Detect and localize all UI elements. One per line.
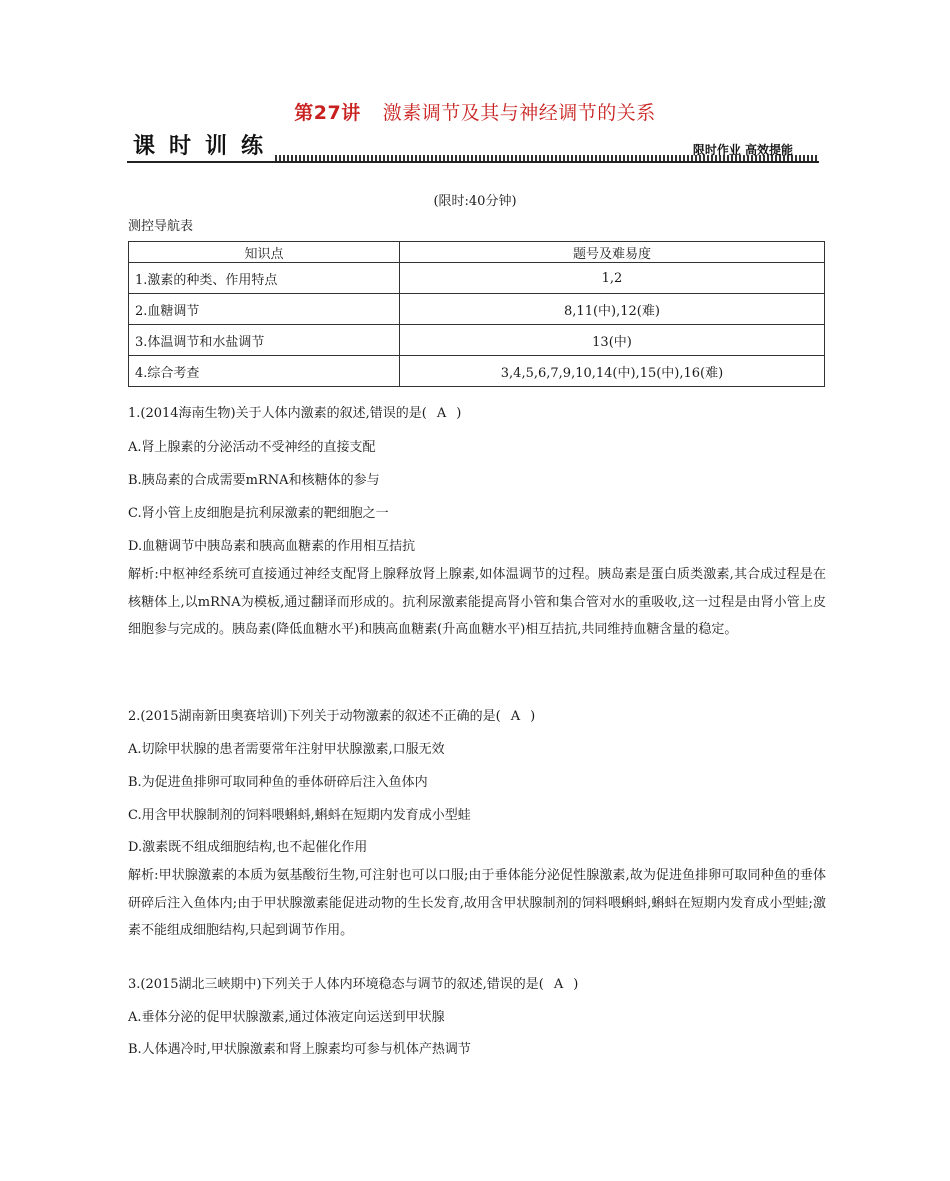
lecture-number: 第27讲 — [294, 102, 361, 124]
option-b: B.胰岛素的合成需要mRNA和核糖体的参与 — [128, 473, 380, 488]
items-cell: 8,11(中),12(难) — [400, 294, 825, 325]
logo-char: 课 — [132, 134, 155, 159]
table-header: 知识点 — [129, 242, 400, 263]
items-cell: 1,2 — [400, 263, 825, 294]
banner-tagline: 限时作业 高效提能 — [692, 143, 793, 157]
option-d: D.血糖调节中胰岛素和胰高血糖素的作用相互拮抗 — [128, 539, 416, 554]
topic-cell: 2.血糖调节 — [129, 294, 400, 325]
banner-logo — [129, 132, 267, 162]
time-limit: (限时:40分钟) — [433, 194, 517, 209]
section-banner — [127, 130, 819, 164]
option-a: A.垂体分泌的促甲状腺激素,通过体液定向运送到甲状腺 — [128, 1010, 445, 1025]
option-c: C.肾小管上皮细胞是抗利尿激素的靶细胞之一 — [128, 506, 389, 521]
table-row — [129, 294, 825, 325]
question-stem: 3.(2015湖北三峡期中)下列关于人体内环境稳态与调节的叙述,错误的是( A ) — [128, 977, 579, 992]
topic-cell: 3.体温调节和水盐调节 — [129, 325, 400, 356]
table-row — [129, 325, 825, 356]
table-row — [129, 356, 825, 387]
topic-cell: 1.激素的种类、作用特点 — [129, 263, 400, 294]
option-b: B.人体遇冷时,甲状腺激素和肾上腺素均可参与机体产热调节 — [128, 1042, 471, 1057]
items-cell: 3,4,5,6,7,9,10,14(中),15(中),16(难) — [400, 356, 825, 387]
banner-rule — [127, 161, 819, 163]
analysis-paragraph: 解析:甲状腺激素的本质为氨基酸衍生物,可注射也可以口服;由于垂体能分泌促性腺激素,故为促进鱼排卵可取同种鱼的垂体研碎后注入鱼体内;由于甲状腺激素能促进动物的生长发育,故用含甲状腺制剂的饲料喂蝌蚪,蝌蚪在短期内发育成小型蛙;激素不能组成细胞结构,只起到调节作用。 — [128, 868, 826, 938]
nav-table — [128, 241, 825, 387]
topic-cell: 4.综合考查 — [129, 356, 400, 387]
items-cell: 13(中) — [400, 325, 825, 356]
logo-char: 时 — [168, 134, 191, 159]
logo-char: 训 — [204, 134, 227, 159]
option-a: A.切除甲状腺的患者需要常年注射甲状腺激素,口服无效 — [128, 742, 445, 757]
option-b: B.为促进鱼排卵可取同种鱼的垂体研碎后注入鱼体内 — [128, 775, 428, 790]
table-row — [129, 263, 825, 294]
table-header: 题号及难易度 — [400, 242, 825, 263]
answer-letter: A — [553, 977, 564, 992]
answer-letter: A — [436, 406, 447, 421]
lecture-title: 激素调节及其与神经调节的关系 — [382, 102, 656, 124]
page-title — [0, 98, 950, 125]
logo-char: 练 — [240, 134, 263, 159]
question-stem: 1.(2014海南生物)关于人体内激素的叙述,错误的是( A ) — [128, 406, 462, 421]
analysis-paragraph: 解析:中枢神经系统可直接通过神经支配肾上腺释放肾上腺素,如体温调节的过程。胰岛素是蛋白质类激素,其合成过程是在核糖体上,以mRNA为模板,通过翻译而形成的。抗利尿激素能提高肾小管和集合管对水的重吸收,这一过程是由肾小管上皮细胞参与完成的。胰岛素(降低血糖水平)和胰高血糖素(升高血糖水平)相互拮抗,共同维持血糖含量的稳定。 — [128, 567, 826, 637]
option-a: A.肾上腺素的分泌活动不受神经的直接支配 — [128, 440, 376, 455]
option-d: D.激素既不组成细胞结构,也不起催化作用 — [128, 840, 368, 855]
answer-letter: A — [510, 709, 521, 724]
option-c: C.用含甲状腺制剂的饲料喂蝌蚪,蝌蚪在短期内发育成小型蛙 — [128, 808, 471, 823]
table-header-row — [129, 242, 825, 263]
question-stem: 2.(2015湖南新田奥赛培训)下列关于动物激素的叙述不正确的是( A ) — [128, 709, 536, 724]
nav-table-title: 测控导航表 — [128, 219, 194, 234]
